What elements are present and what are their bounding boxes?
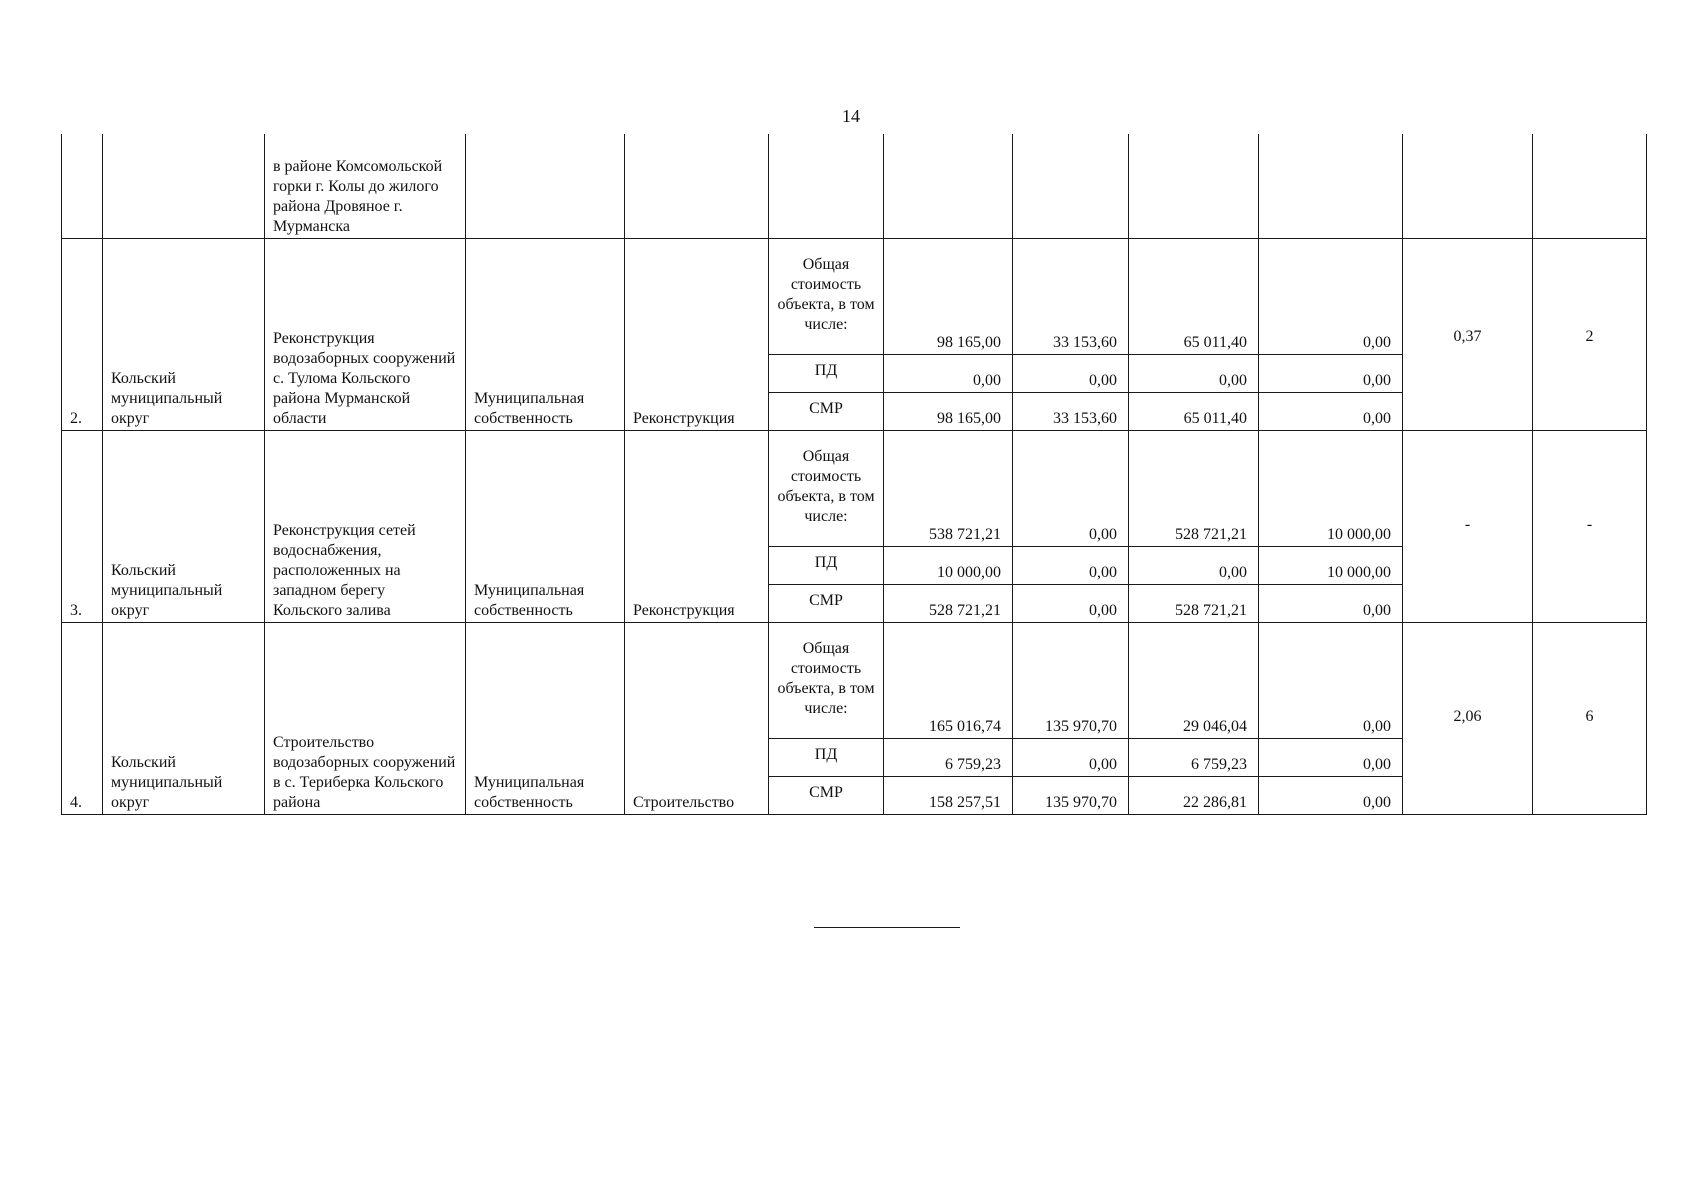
ownership-cell [466, 134, 625, 238]
footer-rule [814, 927, 960, 928]
work-type-cell: Строительство [625, 622, 769, 814]
total-value: 0,00 [1013, 430, 1129, 546]
cost-label-cell [769, 134, 884, 238]
total-cost-label: Общая стоимость объекта, в том числе: [769, 430, 884, 546]
indicator-b: 2 [1533, 238, 1647, 430]
total-value: 538 721,21 [884, 430, 1013, 546]
row-num-cell [62, 134, 103, 238]
total-value: 29 046,04 [1129, 622, 1259, 738]
smr-value: 98 165,00 [884, 392, 1013, 430]
indicator-b: - [1533, 430, 1647, 622]
ownership-cell: Муниципальная собственность [466, 430, 625, 622]
municipality-cell: Кольский муниципальный округ [103, 430, 265, 622]
pd-value: 0,00 [1013, 354, 1129, 392]
pd-label: ПД [769, 738, 884, 776]
row-num: 2. [62, 238, 103, 430]
smr-value: 22 286,81 [1129, 776, 1259, 814]
row-num: 4. [62, 622, 103, 814]
total-value: 165 016,74 [884, 622, 1013, 738]
pd-value: 10 000,00 [1259, 546, 1403, 584]
smr-value: 528 721,21 [1129, 584, 1259, 622]
total-cost-label: Общая стоимость объекта, в том числе: [769, 622, 884, 738]
total-value: 33 153,60 [1013, 238, 1129, 354]
table-row [62, 430, 1647, 546]
total-cost-label: Общая стоимость объекта, в том числе: [769, 238, 884, 354]
pd-label: ПД [769, 354, 884, 392]
smr-label: СМР [769, 776, 884, 814]
indicator-a: - [1403, 430, 1533, 622]
work-type-cell [625, 134, 769, 238]
indicator-a: 2,06 [1403, 622, 1533, 814]
ownership-cell: Муниципальная собственность [466, 622, 625, 814]
total-value: 65 011,40 [1129, 238, 1259, 354]
municipality-cell [103, 134, 265, 238]
object-cell: в районе Комсомольской горки г. Колы до жилого района Дровяное г. Мурманска [265, 134, 466, 238]
municipality-cell: Кольский муниципальный округ [103, 622, 265, 814]
object-name-cell: Реконструкция водозаборных сооружений с. Тулома Кольского района Мурманской области [265, 238, 466, 430]
smr-label: СМР [769, 392, 884, 430]
total-value: 10 000,00 [1259, 430, 1403, 546]
total-value: 98 165,00 [884, 238, 1013, 354]
smr-value: 65 011,40 [1129, 392, 1259, 430]
smr-value: 135 970,70 [1013, 776, 1129, 814]
total-value: 0,00 [1259, 622, 1403, 738]
pd-value: 10 000,00 [884, 546, 1013, 584]
row-num: 3. [62, 430, 103, 622]
municipality-cell: Кольский муниципальный округ [103, 238, 265, 430]
page-number: 14 [842, 106, 860, 126]
pd-value: 6 759,23 [884, 738, 1013, 776]
smr-label: СМР [769, 584, 884, 622]
work-type-cell: Реконструкция [625, 238, 769, 430]
table-row [62, 622, 1647, 738]
pd-value: 6 759,23 [1129, 738, 1259, 776]
pd-value: 0,00 [1129, 354, 1259, 392]
smr-value: 0,00 [1259, 392, 1403, 430]
total-value: 528 721,21 [1129, 430, 1259, 546]
table-row [62, 238, 1647, 354]
pd-value: 0,00 [884, 354, 1013, 392]
smr-value: 0,00 [1259, 776, 1403, 814]
smr-value: 0,00 [1259, 584, 1403, 622]
smr-value: 528 721,21 [884, 584, 1013, 622]
pd-value: 0,00 [1013, 546, 1129, 584]
pd-value: 0,00 [1129, 546, 1259, 584]
object-name-cell: Строительство водозаборных сооружений в с. Териберка Кольского района [265, 622, 466, 814]
pd-label: ПД [769, 546, 884, 584]
ownership-cell: Муниципальная собственность [466, 238, 625, 430]
table-row [62, 134, 1647, 238]
total-value: 135 970,70 [1013, 622, 1129, 738]
pd-value: 0,00 [1259, 738, 1403, 776]
object-name-cell: Реконструкция сетей водоснабжения, расположенных на западном берегу Кольского залива [265, 430, 466, 622]
investment-objects-table [61, 134, 1647, 815]
pd-value: 0,00 [1259, 354, 1403, 392]
total-value: 0,00 [1259, 238, 1403, 354]
indicator-b: 6 [1533, 622, 1647, 814]
indicator-a: 0,37 [1403, 238, 1533, 430]
smr-value: 0,00 [1013, 584, 1129, 622]
smr-value: 158 257,51 [884, 776, 1013, 814]
smr-value: 33 153,60 [1013, 392, 1129, 430]
work-type-cell: Реконструкция [625, 430, 769, 622]
pd-value: 0,00 [1013, 738, 1129, 776]
